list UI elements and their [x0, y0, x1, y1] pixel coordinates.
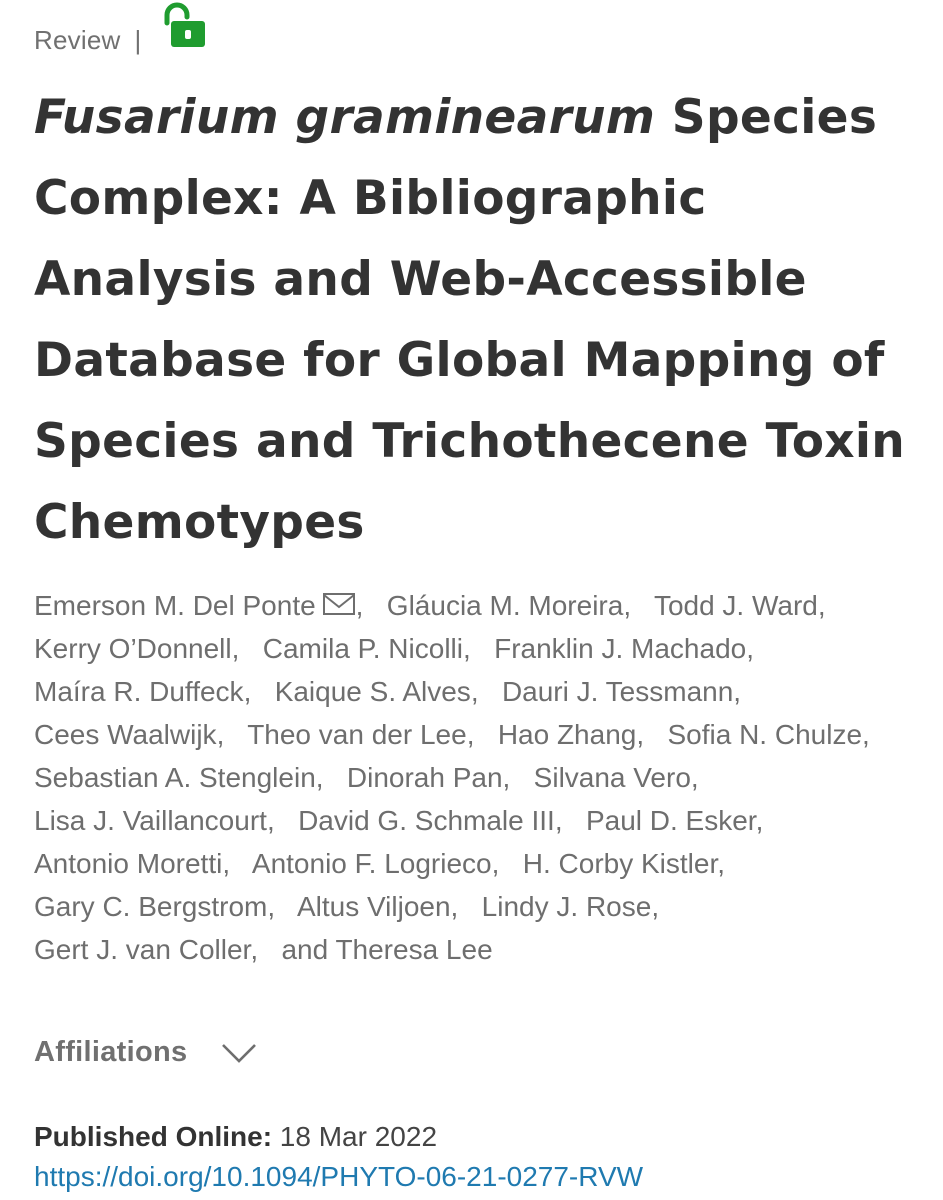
affiliations-label: Affiliations: [34, 1036, 188, 1068]
author-name[interactable]: Gláucia M. Moreira: [386, 590, 624, 621]
author[interactable]: Dauri J. Tessmann,: [501, 676, 742, 707]
author-name[interactable]: Lisa J. Vaillancourt: [34, 805, 267, 836]
author-name[interactable]: Emerson M. Del Ponte: [34, 590, 316, 621]
author-name[interactable]: H. Corby Kistler: [522, 848, 718, 879]
author[interactable]: Hao Zhang,: [497, 719, 645, 750]
author-name[interactable]: David G. Schmale III: [298, 805, 555, 836]
author-name[interactable]: Sofia N. Chulze: [667, 719, 863, 750]
author-name[interactable]: Theo van der Lee: [247, 719, 467, 750]
author[interactable]: Emerson M. Del Ponte ,: [34, 590, 364, 621]
author[interactable]: Antonio F. Logrieco,: [251, 848, 500, 879]
author[interactable]: Lisa J. Vaillancourt,: [34, 805, 275, 836]
author[interactable]: Todd J. Ward,: [653, 590, 826, 621]
author[interactable]: Gert J. van Coller,: [34, 934, 259, 965]
author[interactable]: Theo van der Lee,: [247, 719, 475, 750]
author[interactable]: Dinorah Pan,: [346, 762, 511, 793]
article-type: Review: [34, 24, 121, 55]
author-name[interactable]: Antonio F. Logrieco: [251, 848, 492, 879]
author[interactable]: Paul D. Esker,: [585, 805, 764, 836]
author[interactable]: Gary C. Bergstrom,: [34, 891, 276, 922]
chevron-down-icon: [221, 1042, 257, 1064]
author[interactable]: Cees Waalwijk,: [34, 719, 225, 750]
author-name[interactable]: Dinorah Pan: [346, 762, 503, 793]
author[interactable]: Silvana Vero,: [533, 762, 699, 793]
author[interactable]: Lindy J. Rose,: [481, 891, 660, 922]
author-name[interactable]: Gert J. van Coller: [34, 934, 251, 965]
mail-icon[interactable]: [322, 592, 356, 616]
author[interactable]: Maíra R. Duffeck,: [34, 676, 252, 707]
author-name[interactable]: Theresa Lee: [335, 934, 493, 965]
author-name[interactable]: Sebastian A. Stenglein: [34, 762, 316, 793]
article-meta: [34, 10, 207, 70]
author[interactable]: Kerry O’Donnell,: [34, 633, 240, 664]
title-italic: Fusarium graminearum: [34, 90, 656, 145]
author-name[interactable]: Altus Viljoen: [296, 891, 451, 922]
author[interactable]: H. Corby Kistler,: [522, 848, 726, 879]
author-name[interactable]: Antonio Moretti: [34, 848, 223, 879]
author-name[interactable]: Silvana Vero: [533, 762, 691, 793]
author-name[interactable]: Kerry O’Donnell: [34, 633, 232, 664]
published-date: 18 Mar 2022: [279, 1121, 438, 1152]
author[interactable]: Franklin J. Machado,: [494, 633, 754, 664]
author-name[interactable]: Lindy J. Rose: [481, 891, 652, 922]
author-name[interactable]: Dauri J. Tessmann: [501, 676, 734, 707]
author-name[interactable]: Franklin J. Machado: [494, 633, 747, 664]
author-list: [34, 584, 914, 971]
author[interactable]: Sofia N. Chulze,: [667, 719, 870, 750]
author-name[interactable]: Kaique S. Alves: [274, 676, 471, 707]
title-rest: Species Complex: A Bibliographic Analysis and Web-Accessible Database for Global Mapping of Species and Trichothecene Toxin Chemotypes: [34, 90, 906, 550]
author[interactable]: Camila P. Nicolli,: [262, 633, 471, 664]
meta-separator: |: [134, 24, 142, 55]
author-name[interactable]: Paul D. Esker: [585, 805, 756, 836]
author[interactable]: David G. Schmale III,: [298, 805, 563, 836]
open-lock-icon: [159, 1, 207, 51]
author-name[interactable]: Hao Zhang: [497, 719, 637, 750]
author[interactable]: Gláucia M. Moreira,: [386, 590, 632, 621]
author[interactable]: Sebastian A. Stenglein,: [34, 762, 324, 793]
article-title: [34, 77, 914, 563]
author-name[interactable]: Camila P. Nicolli: [262, 633, 463, 664]
author[interactable]: [335, 934, 492, 965]
author-name[interactable]: Todd J. Ward: [653, 590, 818, 621]
published-label: Published Online:: [34, 1121, 273, 1152]
author[interactable]: Antonio Moretti,: [34, 848, 231, 879]
author-name[interactable]: Maíra R. Duffeck: [34, 676, 244, 707]
affiliations-toggle[interactable]: [34, 1036, 257, 1069]
author-name[interactable]: Cees Waalwijk: [34, 719, 217, 750]
published-online: [34, 1117, 437, 1157]
author-name[interactable]: Gary C. Bergstrom: [34, 891, 268, 922]
author[interactable]: Kaique S. Alves,: [274, 676, 479, 707]
doi-link[interactable]: https://doi.org/10.1094/PHYTO-06-21-0277-RVW: [34, 1161, 644, 1192]
author[interactable]: Altus Viljoen,: [296, 891, 459, 922]
author-conjunction: and: [281, 934, 329, 965]
